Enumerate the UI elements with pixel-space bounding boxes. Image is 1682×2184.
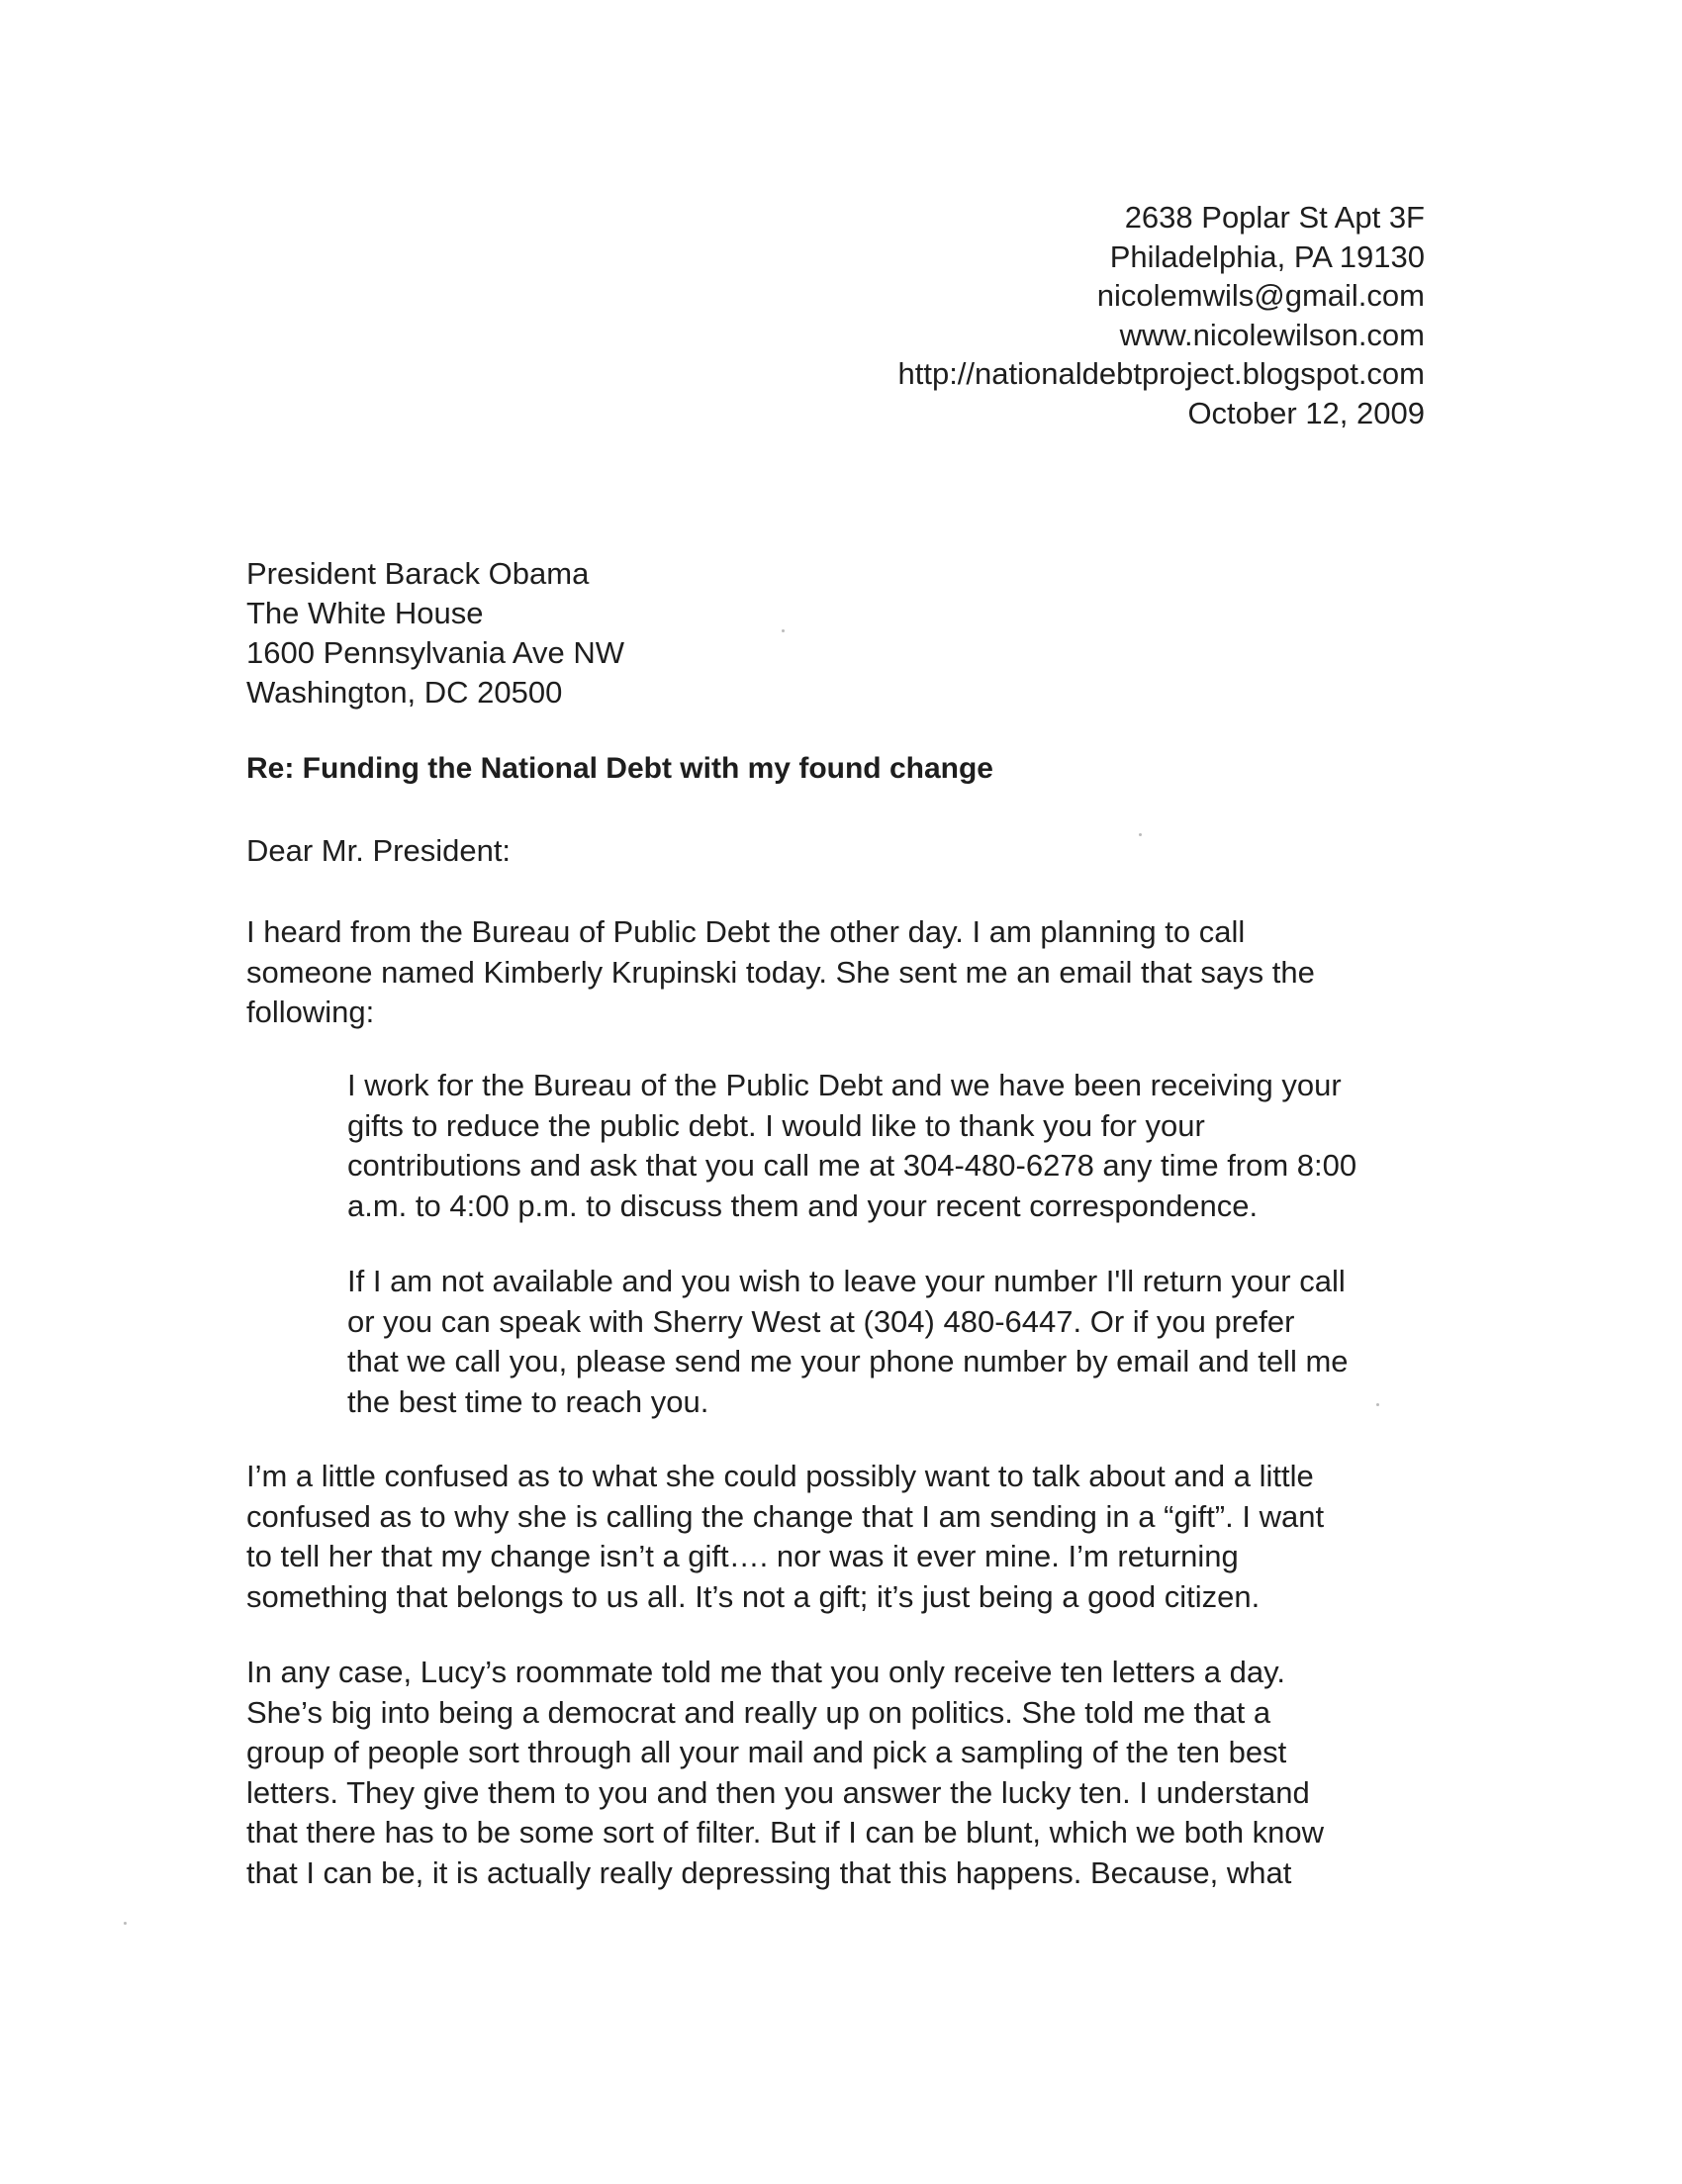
sender-address-block bbox=[897, 198, 1425, 432]
scan-speck bbox=[1376, 1403, 1379, 1406]
scan-speck bbox=[782, 629, 785, 632]
text-line: contributions and ask that you call me at 304-480-6278 any time from 8:00 bbox=[347, 1148, 1357, 1183]
recipient-name: President Barack Obama bbox=[246, 556, 590, 591]
paragraph-confused bbox=[246, 1457, 1324, 1617]
text-line: or you can speak with Sherry West at (304) 480-6447. Or if you prefer bbox=[347, 1303, 1295, 1339]
text-line: I work for the Bureau of the Public Debt and we have been receiving your bbox=[347, 1068, 1342, 1102]
recipient-city: Washington, DC 20500 bbox=[246, 675, 563, 710]
sender-city: Philadelphia, PA 19130 bbox=[1109, 238, 1425, 274]
text-line: letters. They give them to you and then you answer the lucky ten. I understand bbox=[246, 1774, 1310, 1810]
text-line: In any case, Lucy’s roommate told me that you only receive ten letters a day. bbox=[246, 1655, 1285, 1689]
text-line: that I can be, it is actually really depressing that this happens. Because, what bbox=[246, 1854, 1292, 1890]
recipient-org: The White House bbox=[246, 596, 484, 630]
text-line: something that belongs to us all. It’s not a gift; it’s just being a good citizen. bbox=[246, 1578, 1261, 1614]
scan-speck bbox=[124, 1922, 127, 1925]
text-line: She’s big into being a democrat and really up on politics. She told me that a bbox=[246, 1694, 1271, 1730]
sender-email: nicolemwils@gmail.com bbox=[1096, 278, 1425, 313]
salutation: Dear Mr. President: bbox=[246, 833, 512, 868]
text-line: that there has to be some sort of filter. But if I can be blunt, which we both know bbox=[246, 1815, 1325, 1850]
text-line: If I am not available and you wish to leave your number I'll return your call bbox=[347, 1264, 1346, 1298]
text-line: confused as to why she is calling the change that I am sending in a “gift”. I want bbox=[246, 1498, 1325, 1534]
text-line: the best time to reach you. bbox=[347, 1383, 709, 1419]
text-line: someone named Kimberly Krupinski today. She sent me an email that says the bbox=[246, 954, 1315, 990]
recipient-street: 1600 Pennsylvania Ave NW bbox=[246, 635, 624, 670]
text-line: I heard from the Bureau of Public Debt the other day. I am planning to call bbox=[246, 914, 1246, 949]
sender-street: 2638 Poplar St Apt 3F bbox=[1124, 200, 1425, 235]
subject-line: Re: Funding the National Debt with my found change bbox=[246, 752, 993, 785]
sender-website: www.nicolewilson.com bbox=[1119, 317, 1425, 352]
text-line: to tell her that my change isn’t a gift…. nor was it ever mine. I’m returning bbox=[246, 1539, 1239, 1573]
paragraph-intro bbox=[246, 912, 1315, 1033]
scan-speck bbox=[1139, 833, 1142, 836]
text-line: gifts to reduce the public debt. I would like to thank you for your bbox=[347, 1107, 1205, 1143]
text-line: group of people sort through all your mail and pick a sampling of the ten best bbox=[246, 1735, 1287, 1769]
text-line: a.m. to 4:00 p.m. to discuss them and your recent correspondence. bbox=[347, 1187, 1259, 1223]
text-line: that we call you, please send me your phone number by email and tell me bbox=[347, 1344, 1349, 1378]
text-line: I’m a little confused as to what she could possibly want to talk about and a little bbox=[246, 1459, 1314, 1493]
quoted-paragraph-2 bbox=[347, 1262, 1349, 1422]
recipient-address-block bbox=[246, 554, 624, 712]
letter-date: October 12, 2009 bbox=[1187, 395, 1425, 430]
text-line: following: bbox=[246, 995, 375, 1029]
sender-blog: http://nationaldebtproject.blogspot.com bbox=[897, 356, 1425, 391]
paragraph-letters bbox=[246, 1653, 1324, 1893]
quoted-paragraph-1 bbox=[347, 1066, 1356, 1226]
